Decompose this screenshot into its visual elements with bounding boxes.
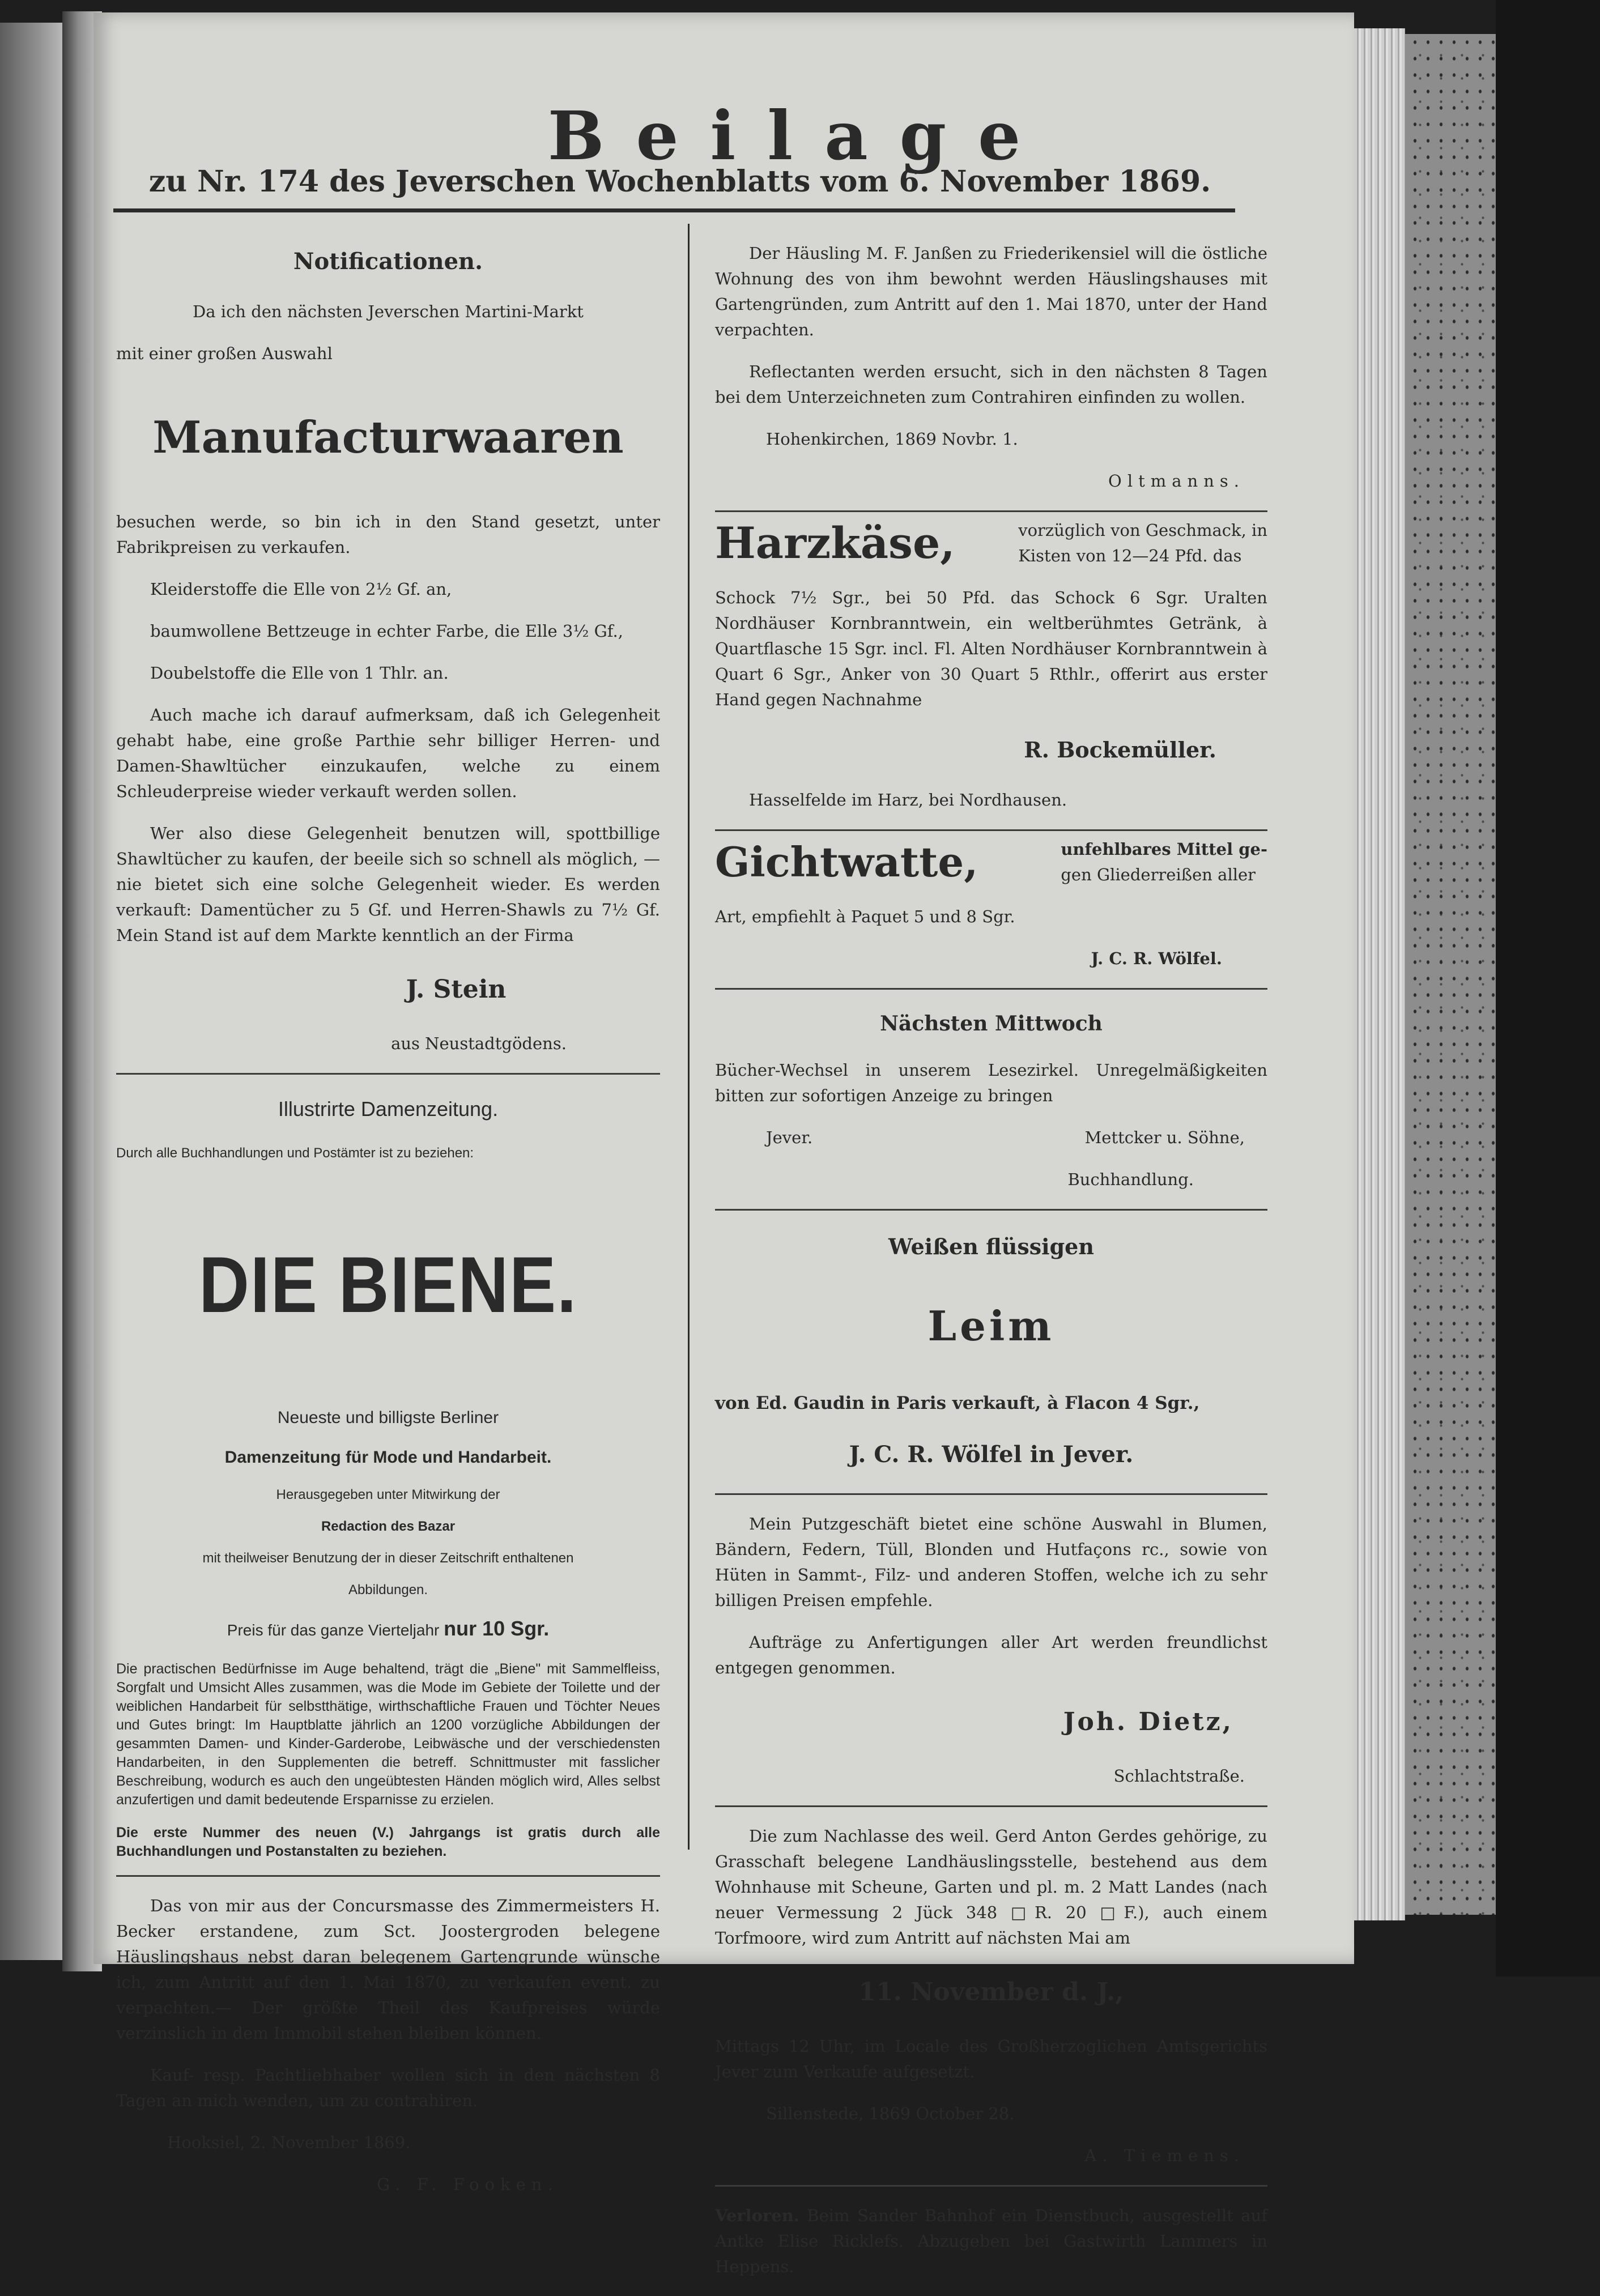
gichtwatte-line-2: gen Gliederreißen aller (1061, 865, 1256, 884)
separator (715, 1493, 1267, 1495)
notification-stein (116, 247, 660, 1057)
harzkaese-place: Hasselfelde im Harz, bei Nordhausen. (749, 790, 1067, 810)
separator (715, 510, 1267, 512)
biene-price-line (116, 1615, 660, 1644)
becker-signature: G. F. Fooken. (377, 2175, 559, 2194)
biene-banner: Illustrirte Damenzeitung. (278, 1097, 499, 1121)
becker-advert (116, 1893, 660, 2197)
becker-paragraph-1: Das von mir aus der Concursmasse des Zimmermeisters H. Becker erstandene, zum Sct. Joostergroden belegene Häuslingshaus nebst daran belegenem Gartengrunde wünsche ich, zum Antritt auf den 1. Mai 1870, zu verkaufen event. zu verpachten.— Der größte Theil des Kaufpreises würde verzinslich in dem Immobil stehen bleiben können. (116, 1896, 660, 2043)
mittwoch-advert (715, 1010, 1267, 1192)
mittwoch-heading: Nächsten Mittwoch (880, 1012, 1103, 1036)
harzkaese-body: Schock 7½ Sgr., bei 50 Pfd. das Schock 6 Sgr. Uralten Nordhäuser Kornbranntwein, ein weltberühmtes Getränk, à Quartflasche 15 Sgr. incl. Fl. Alten Nordhäuser Kornbranntwein à Quart 6 Sgr., Anker von 30 Quart 5 Rthlr., offerirt aus erster Hand gegen Nachnahme (715, 588, 1267, 709)
stein-paragraph-3: Wer also diese Gelegenheit benutzen will, spottbillige Shawltücher zu kaufen, der beeile sich so schnell als möglich, — nie bietet sich eine solche Gelegenheit wieder. Es werden verkauft: Damentücher zu 5 Gf. und Herren-Shawls zu 7½ Gf. Mein Stand ist auf dem Markte kenntlich an der Firma (116, 824, 660, 945)
stein-intro-1: Da ich den nächsten Jeverschen Martini-Markt (193, 302, 584, 321)
becker-place-date: Hooksiel, 2. November 1869. (167, 2133, 411, 2152)
biene-sub-5: mit theilweiser Benutzung der in dieser Zeitschrift enthaltenen (202, 1550, 574, 1566)
supplement-subtitle: zu Nr. 174 des Jeverschen Wochenblatts vom 6. November 1869. (148, 164, 1211, 199)
mittwoch-body: Bücher-Wechsel in unserem Lesezirkel. Unregelmäßigkeiten bitten zur sofortigen Anzeige zu bringen (715, 1060, 1267, 1105)
biene-intro: Durch alle Buchhandlungen und Postämter ist zu beziehen: (116, 1145, 474, 1161)
biene-sub-6: Abbildungen. (348, 1582, 428, 1598)
gerdes-date: 11. November d. J., (858, 1978, 1124, 2007)
gichtwatte-heading: Gichtwatte, (715, 838, 978, 886)
gichtwatte-body: Art, empfiehlt à Paquet 5 und 8 Sgr. (715, 907, 1015, 926)
dietz-paragraph-2: Aufträge zu Anfertigungen aller Art werden freundlichst entgegen genommen. (715, 1633, 1267, 1677)
leim-signature: J. C. R. Wölfel in Jever. (849, 1441, 1134, 1468)
biene-advert (116, 1095, 660, 1861)
biene-title: DIE BIENE. (199, 1240, 577, 1329)
gichtwatte-line-1: unfehlbares Mittel ge- (1061, 840, 1267, 859)
stein-paragraph-1: besuchen werde, so bin ich in den Stand gesetzt, unter Fabrikpreisen zu verkaufen. (116, 512, 660, 557)
gerdes-paragraph-2: Mittags 12 Uhr, im Locale des Großherzoglichen Amtsgerichts Jever zum Verkaufe aufgesetzt. (715, 2037, 1267, 2081)
supplement-title: Beilage (547, 96, 1053, 175)
stein-item-3: Doubelstoffe die Elle von 1 Thlr. an. (150, 663, 449, 683)
janssen-paragraph-1: Der Häusling M. F. Janßen zu Friederikensiel will die östliche Wohnung des von ihm bewohnt werden Häuslingshauses mit Gartengründen, zum Antritt auf den 1. Mai 1870, unter der Hand verpachten. (715, 244, 1267, 339)
stein-intro-2: mit einer großen Auswahl (116, 344, 333, 363)
mittwoch-signature-sub: Buchhandlung. (1067, 1170, 1194, 1189)
harzkaese-line-2: Kisten von 12—24 Pfd. das (1018, 546, 1242, 565)
stein-signature-sub: aus Neustadtgödens. (391, 1034, 567, 1053)
leim-heading: Weißen flüssigen (888, 1234, 1094, 1259)
gichtwatte-head (715, 837, 1267, 888)
mittwoch-signature: Mettcker u. Söhne, (1084, 1128, 1245, 1147)
biene-sub-1: Neueste und billigste Berliner (277, 1408, 499, 1427)
header-rule (113, 208, 1235, 212)
dietz-signature: Joh. Dietz, (1063, 1707, 1233, 1736)
stein-signature: J. Stein (406, 975, 507, 1004)
right-column (715, 224, 1267, 2296)
separator (116, 1875, 660, 1877)
gichtwatte-signature: J. C. R. Wölfel. (1091, 949, 1222, 968)
janssen-paragraph-2: Reflectanten werden ersucht, sich in den nächsten 8 Tagen bei dem Unterzeichneten zum Contrahiren einfinden zu wollen. (715, 362, 1267, 407)
gerdes-signature: A. Tiemens. (1084, 2146, 1245, 2165)
biene-sub-3: Herausgegeben unter Mitwirkung der (276, 1487, 500, 1502)
harzkaese-heading: Harzkäse, (715, 518, 955, 568)
verloren-lead: Verloren. (715, 2206, 799, 2225)
janssen-signature: Oltmanns. (1108, 471, 1245, 491)
leim-body: von Ed. Gaudin in Paris verkauft, à Flacon 4 Sgr., (715, 1393, 1200, 1413)
stein-paragraph-2: Auch mache ich darauf aufmerksam, daß ich Gelegenheit gehabt habe, eine große Parthie sehr billiger Herren- und Damen-Shawltücher einzukaufen, welche zu einem Schleuderpreise wieder verkauft werden sollen. (116, 705, 660, 801)
left-column (116, 224, 660, 2214)
janssen-place-date: Hohenkirchen, 1869 Novbr. 1. (766, 429, 1018, 449)
manufactur-heading: Manufacturwaaren (152, 412, 624, 463)
gerdes-paragraph-1: Die zum Nachlasse des weil. Gerd Anton Gerdes gehörige, zu Grasschaft belegene Landhäuslingsstelle, bestehend aus dem Wohnhause mit Scheune, Garten und pl. m. 2 Matt Landes (nach neuer Vermessung 2 Jück 348 □R. 20 □F.), auch einem Torfmoore, wird zum Antritt auf nächsten Mai am (715, 1826, 1267, 1948)
stein-item-1: Kleiderstoffe die Elle von 2½ Gf. an, (150, 580, 452, 599)
janssen-advert (715, 241, 1267, 494)
becker-paragraph-2: Kauf- resp. Pachtliebhaber wollen sich in den nächsten 8 Tagen an mich wenden, um zu contrahiren. (116, 2065, 660, 2110)
stein-item-2: baumwollene Bettzeuge in echter Farbe, die Elle 3½ Gf., (150, 621, 623, 641)
biene-sub-2: Damenzeitung für Mode und Handarbeit. (224, 1448, 552, 1467)
separator (715, 1209, 1267, 1211)
leim-big: Leim (927, 1302, 1055, 1350)
left-page-edge (0, 23, 62, 1960)
dietz-advert (715, 1511, 1267, 1789)
mittwoch-sign-row (715, 1125, 1267, 1151)
separator (715, 829, 1267, 831)
separator (715, 2185, 1267, 2187)
harzkaese-advert (715, 518, 1267, 813)
dietz-signature-sub: Schlachtstraße. (1113, 1766, 1245, 1786)
gerdes-place-date: Sillenstede, 1869 October 28. (766, 2104, 1015, 2123)
biene-body: Die practischen Bedürfnisse im Auge behaltend, trägt die „Biene" mit Sammelfleiss, Sorgfalt und Umsicht Alles zusammen, was die Mode im Gebiete der Toilette und der weiblichen Handarbeit für selbstthätige, wirthschaftliche Frauen und Töchter Neues und Gutes bringt: Im Hauptblatte jährlich an 1200 vorzügliche Abbildungen der gesammten Damen- und Kinder-Garderobe, Leibwäsche und der verschiedensten Handarbeiten, in den Supplementen die betreff. Schnittmuster mit fasslicher Beschreibung, wodurch es auch den ungeübtesten Händen möglich wird, Alles selbst anzufertigen und damit bedeutende Ersparnisse zu erzielen. (116, 1661, 660, 1808)
harzkaese-line-1: vorzüglich von Geschmack, in (1018, 521, 1267, 540)
mittwoch-place: Jever. (766, 1128, 813, 1147)
verloren-paragraph (715, 2203, 1267, 2280)
leim-advert (715, 1232, 1267, 1471)
harzkaese-head-lines (1018, 518, 1267, 569)
separator (116, 1073, 660, 1075)
background-right (1496, 0, 1600, 1976)
separator (715, 988, 1267, 990)
gerdes-advert (715, 1824, 1267, 2169)
biene-footer: Die erste Nummer des neuen (V.) Jahrgangs ist gratis durch alle Buchhandlungen und Postanstalten zu beziehen. (116, 1825, 660, 1859)
biene-sub-4: Redaction des Bazar (321, 1519, 456, 1534)
biene-price-label: Preis für das ganze Vierteljahr (227, 1621, 440, 1639)
notification-heading: Notificationen. (293, 248, 483, 275)
dietz-paragraph-1: Mein Putzgeschäft bietet eine schöne Auswahl in Blumen, Bändern, Federn, Tüll, Blonden und Hutfaçons rc., sowie von Hüten in Sammt-, Filz- und anderen Stoffen, welche ich zu sehr billigen Preisen empfehle. (715, 1514, 1267, 1610)
gichtwatte-head-lines (1061, 837, 1267, 888)
verloren-body: Beim Sander Bahnhof ein Dienstbuch, ausgestellt auf Antke Elise Ricklefs. Abzugeben bei Gastwirth Lammers in Heppens. (715, 2206, 1267, 2276)
separator (715, 1805, 1267, 1807)
biene-price: nur 10 Sgr. (444, 1617, 550, 1640)
gichtwatte-advert (715, 837, 1267, 972)
harzkaese-head (715, 518, 1267, 569)
verloren-advert (715, 2203, 1267, 2280)
column-divider (688, 224, 690, 1850)
harzkaese-signature: R. Bockemüller. (1024, 737, 1216, 763)
